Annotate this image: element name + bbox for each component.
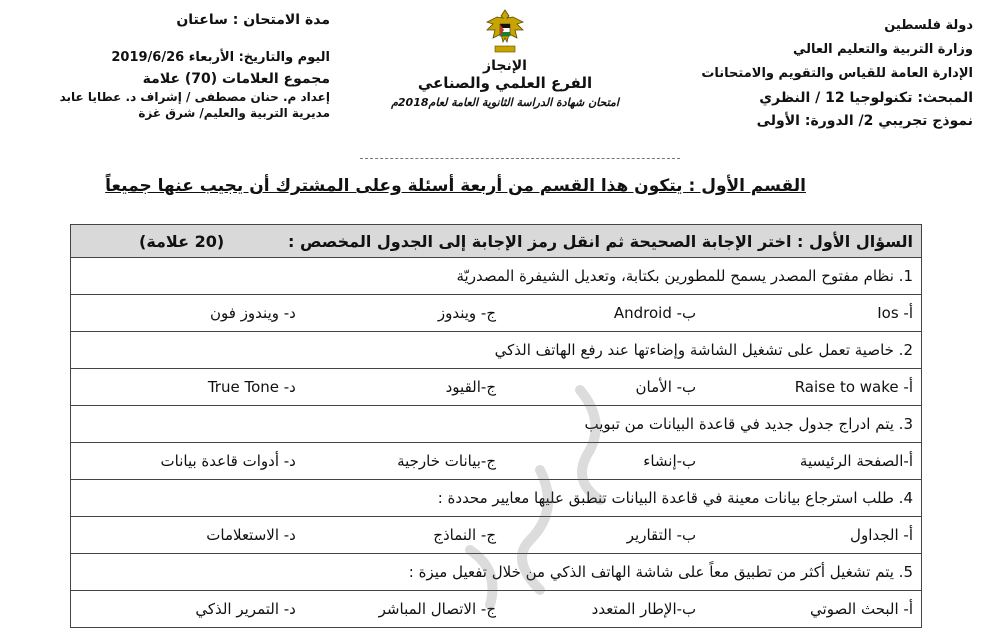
header-left [40, 12, 330, 122]
header-center [365, 8, 645, 109]
option-b[interactable]: ب- التقارير [626, 526, 697, 544]
option-d[interactable]: د- ويندوز فون [209, 304, 296, 322]
option-c[interactable]: ج- النماذج [433, 526, 497, 544]
option-d[interactable]: د- أدوات قاعدة بيانات [160, 452, 296, 470]
question-options-row [71, 295, 922, 332]
header-divider [360, 158, 680, 159]
prepared-by: إعداد م. حنان مصطفى / إشراف د. عطايا عابد [59, 90, 330, 104]
ministry-name: وزارة التربية والتعليم العالي [792, 42, 973, 57]
question-options-row [71, 443, 922, 480]
header-right [643, 14, 973, 132]
exam-model: نموذج تجريبي 2/ الدورة: الأولى [756, 113, 973, 129]
exam-subject: المبحث: تكنولوجيا 12 / النظري [759, 90, 973, 106]
option-a[interactable]: أ- البحث الصوتي [810, 600, 913, 618]
question-marks: (20 علامة) [139, 231, 225, 251]
exam-date: اليوم والتاريخ: الأربعاء 2019/6/26 [111, 50, 330, 65]
option-d[interactable]: د- True Tone [207, 378, 296, 396]
question-options-row [71, 517, 922, 554]
option-d[interactable]: د- التمرير الذكي [195, 600, 296, 618]
option-c[interactable]: ج-القيود [445, 378, 497, 396]
question-stem: 4. طلب استرجاع بيانات معينة في قاعدة البيانات تنطبق عليها معايير محددة : [71, 480, 922, 517]
question-table [70, 224, 922, 628]
option-a[interactable]: أ- Raise to wake [794, 378, 913, 396]
option-b[interactable]: ب-إنشاء [643, 452, 697, 470]
question-stem: 5. يتم تشغيل أكثر من تطبيق معاً على شاشة الهاتف الذكي من خلال تفعيل ميزة : [71, 554, 922, 591]
question-header-cell [71, 225, 922, 258]
question-header-row [71, 225, 922, 258]
question-stem-row [71, 406, 922, 443]
option-b[interactable]: ب- الأمان [635, 378, 697, 396]
question-stem-row [71, 258, 922, 295]
question-stem-row [71, 332, 922, 369]
question-stem-row [71, 480, 922, 517]
total-marks: مجموع العلامات (70) علامة [142, 71, 330, 87]
option-d[interactable]: د- الاستعلامات [206, 526, 296, 544]
country-name: دولة فلسطين [884, 18, 973, 33]
question-options-row [71, 591, 922, 628]
directorate-office: مديرية التربية والعليم/ شرق غزة [138, 106, 330, 120]
question-stem: 2. خاصية تعمل على تشغيل الشاشة وإضاءتها عند رفع الهاتف الذكي [71, 332, 922, 369]
exam-certificate: امتحان شهادة الدراسة الثانوية العامة لعام2018م [391, 96, 619, 109]
question-options-row [71, 369, 922, 406]
exam-title: الإنجاز [483, 58, 527, 74]
option-a[interactable]: أ- Ios [877, 304, 913, 322]
exam-branch: الفرع العلمي والصناعي [417, 74, 593, 92]
option-c[interactable]: ج- ويندوز [437, 304, 497, 322]
option-a[interactable]: أ-الصفحة الرئيسية [799, 452, 913, 470]
palestine-eagle-emblem-icon [483, 8, 527, 56]
option-a[interactable]: أ- الجداول [850, 526, 913, 544]
question-stem: 1. نظام مفتوح المصدر يسمح للمطورين بكتابة، وتعديل الشيفرة المصدريّة [71, 258, 922, 295]
option-b[interactable]: ب-الإطار المتعدد [591, 600, 697, 618]
question-stem-row [71, 554, 922, 591]
option-b[interactable]: ب- Android [613, 304, 697, 322]
section-title: القسم الأول : يتكون هذا القسم من أربعة أسئلة وعلى المشترك أن يجيب عنها جميعاً [105, 176, 806, 196]
option-c[interactable]: ج-بيانات خارجية [397, 452, 497, 470]
question-stem: 3. يتم ادراج جدول جديد في قاعدة البيانات من تبويب [71, 406, 922, 443]
question-title: السؤال الأول : اختر الإجابة الصحيحة ثم انقل رمز الإجابة إلى الجدول المخصص : [288, 231, 913, 251]
directorate-name: الإدارة العامة للقياس والتقويم والامتحانات [701, 66, 973, 81]
option-c[interactable]: ج- الاتصال المباشر [378, 600, 497, 618]
exam-duration: مدة الامتحان : ساعتان [176, 12, 330, 28]
